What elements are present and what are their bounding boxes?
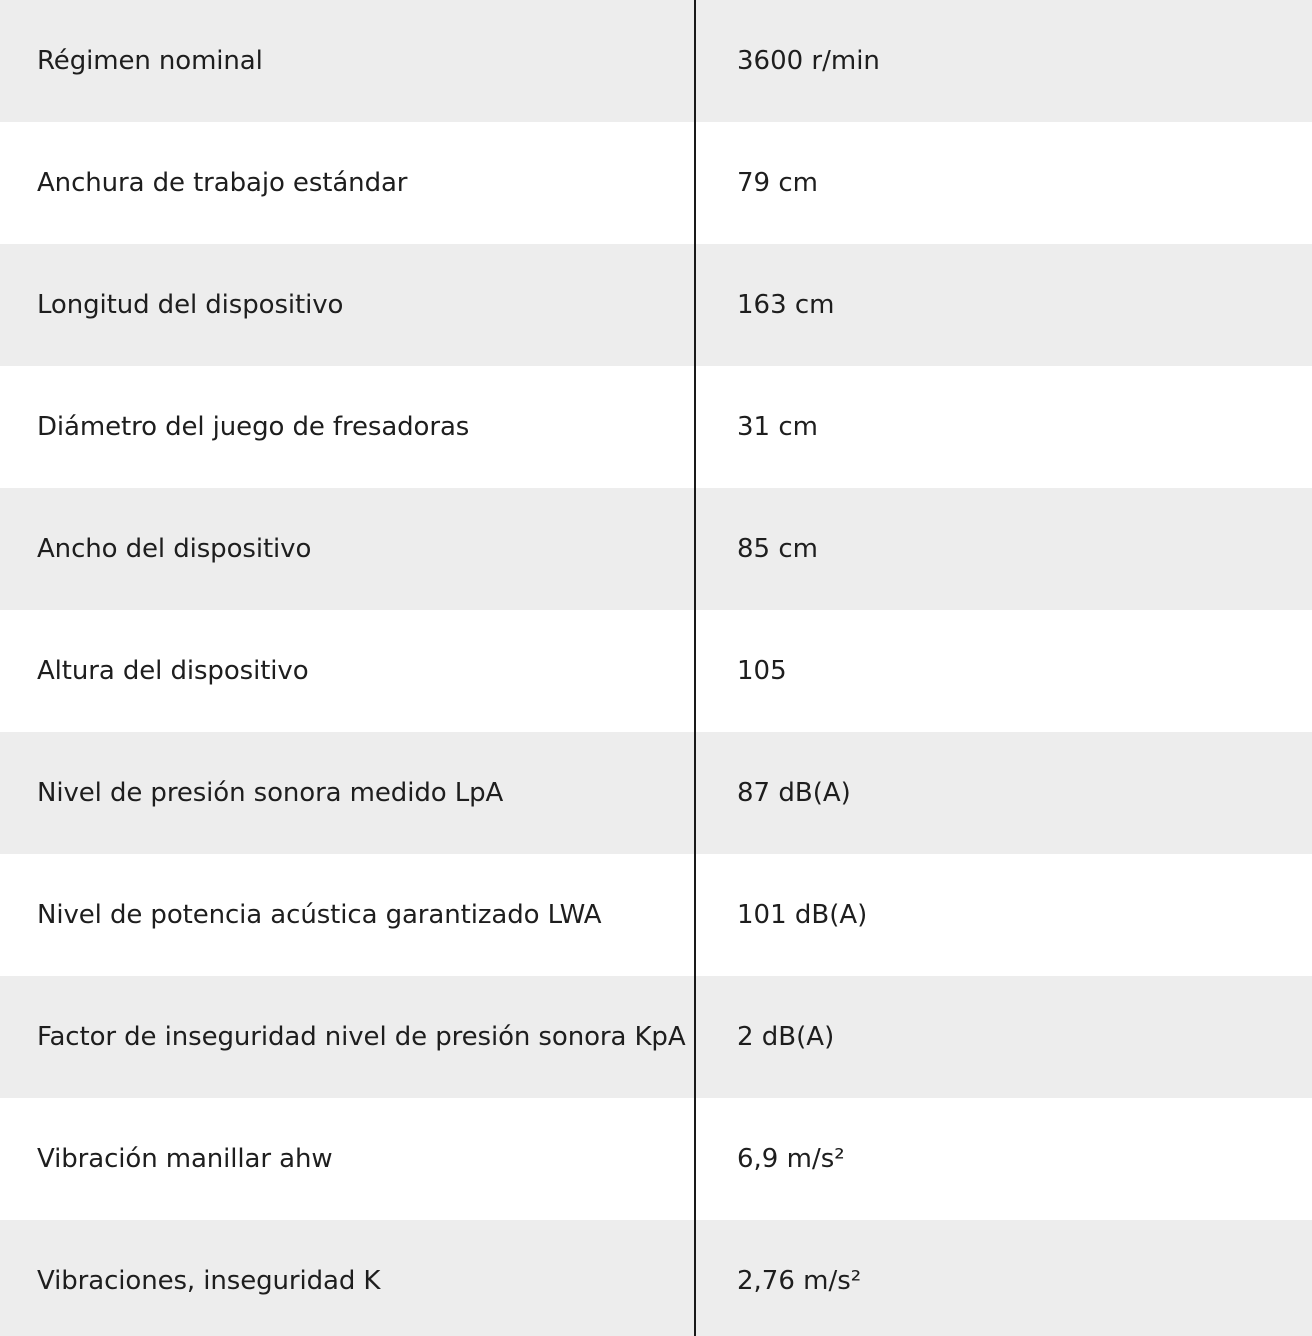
spec-value: 87 dB(A): [737, 778, 851, 808]
spec-label: Ancho del dispositivo: [37, 534, 312, 564]
spec-row-device-length: [0, 244, 1312, 366]
spec-row-device-height: [0, 610, 1312, 732]
spec-label: Régimen nominal: [37, 46, 263, 76]
spec-value: 85 cm: [737, 534, 818, 564]
spec-row-vibration-uncertainty: [0, 1220, 1312, 1336]
spec-value: 3600 r/min: [737, 46, 880, 76]
spec-row-tiller-diameter: [0, 366, 1312, 488]
spec-row-handle-vibration: [0, 1098, 1312, 1220]
spec-label: Diámetro del juego de fresadoras: [37, 412, 470, 442]
spec-label: Factor de inseguridad nivel de presión sonora KpA: [37, 1022, 686, 1052]
column-divider: [694, 0, 696, 1336]
spec-value: 2 dB(A): [737, 1022, 835, 1052]
spec-label: Anchura de trabajo estándar: [37, 168, 408, 198]
spec-value: 163 cm: [737, 290, 835, 320]
spec-row-nominal-speed: [0, 0, 1312, 122]
spec-label: Nivel de potencia acústica garantizado LWA: [37, 900, 602, 930]
spec-label: Vibración manillar ahw: [37, 1144, 333, 1174]
spec-label: Altura del dispositivo: [37, 656, 309, 686]
spec-row-sound-power: [0, 854, 1312, 976]
spec-label: Vibraciones, inseguridad K: [37, 1266, 381, 1296]
spec-value: 31 cm: [737, 412, 818, 442]
spec-row-working-width: [0, 122, 1312, 244]
spec-value: 2,76 m/s²: [737, 1266, 862, 1296]
spec-value: 79 cm: [737, 168, 818, 198]
spec-label: Longitud del dispositivo: [37, 290, 344, 320]
spec-value: 105: [737, 656, 787, 686]
spec-row-sound-uncertainty: [0, 976, 1312, 1098]
spec-row-device-width: [0, 488, 1312, 610]
spec-value: 6,9 m/s²: [737, 1144, 845, 1174]
spec-row-sound-pressure: [0, 732, 1312, 854]
spec-label: Nivel de presión sonora medido LpA: [37, 778, 504, 808]
spec-value: 101 dB(A): [737, 900, 868, 930]
